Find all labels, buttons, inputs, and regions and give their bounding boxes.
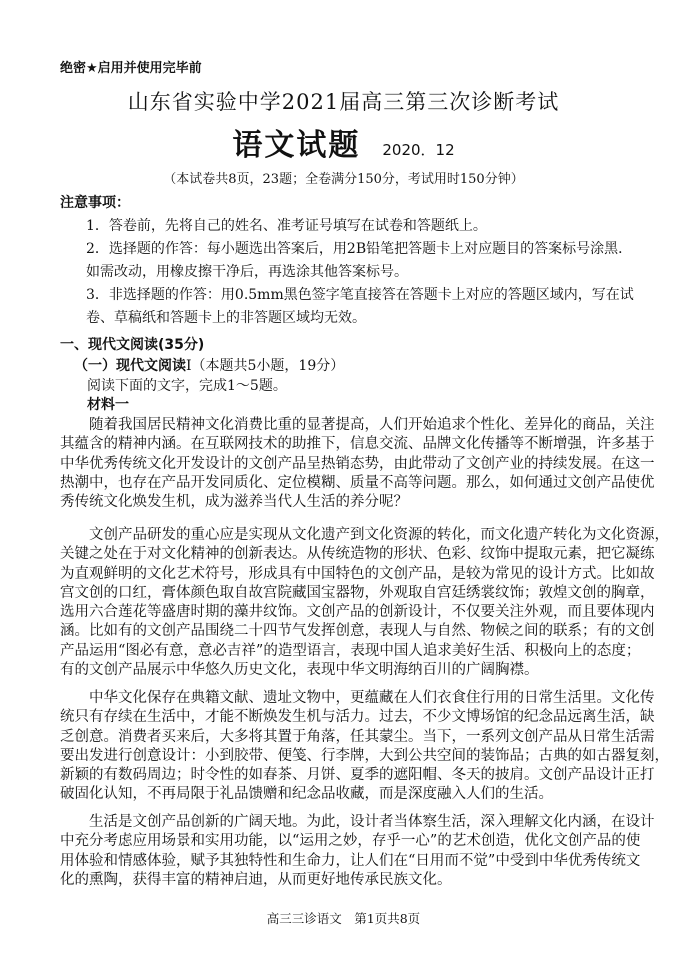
paragraph-line: 产品运用“图必有意，意必吉祥”的造型语言，表现中国人追求美好生活、积极向上的态度； [60,642,641,659]
paragraph-line: 其蕴含的精神内涵。在互联网技术的助推下，信息交流、品牌文化传播等不断增强，许多基于 [60,436,655,453]
paragraph-line: 选用六合莲花等盛唐时期的藻井纹饰。文创产品的创新设计，不仅要关注外观，而且要体现内 [60,604,655,621]
subject-title: 语文试题 [232,128,361,163]
subsection-heading-bold: （一）现代文阅读 [74,358,186,374]
paragraph-line: 中充分考虑应用场景和实用功能，以“运用之妙，存乎一心”的艺术创造，优化文创产品的使 [60,833,641,850]
notice-item-1: 1．答卷前，先将自己的姓名、准考证号填写在试卷和答题纸上。 [86,218,487,234]
notice-list [60,215,635,330]
reading-instruction: 阅读下面的文字，完成1～5题。 [87,378,287,394]
section-heading: 一、现代文阅读(35分) [60,337,205,353]
paragraph-line: 统只有存续在生活中，才能不断焕发生机与活力。过去，不少文博场馆的纪念品远离生活，缺 [60,709,655,726]
subject-line [0,126,687,170]
notice-item-3: 3．非选择题的作答：用0.5mm黑色签字笔直接答在答题卡上对应的答题区域内，写在试 [86,287,634,303]
material-label: 材料一 [87,397,129,413]
notice-item-2: 2．选择题的作答：每小题选出答案后，用2B铅笔把答题卡上对应题目的答案标号涂黑． [86,241,633,257]
paragraph-line: 文创产品研发的重心应是实现从文化遗产到文化资源的转化，而文化遗产转化为文化资源， [89,527,669,543]
paragraph-3 [60,689,669,805]
paragraph-line: 破固化认知，不再局限于礼品馈赠和纪念品收藏，而是深度融入人们的生活。 [60,786,553,803]
paragraph-line: 要出发进行创意设计：小到胶带、便笺、行李牌，大到公共空间的装饰品；古典的如古器复刻， [60,747,669,764]
subsection-heading-rest: Ⅰ（本题共5小题，19分） [186,358,345,374]
paragraph-line: 中华优秀传统文化开发设计的文创产品呈热销态势，由此带动了文创产业的持续发展。在这一 [60,455,655,472]
paragraph-line: 新颖的有数码周边；时令性的如春茶、月饼、夏季的遮阳帽、冬天的披肩。文创产品设计正打 [60,767,655,784]
paragraph-line: 乏创意。消费者买来后，大多将其置于角落，任其蒙尘。当下，一系列文创产品从日常生活需 [60,728,655,745]
paragraph-2 [60,526,669,680]
notice-item-3-cont: 卷、草稿纸和答题卡上的非答题区域均无效。 [86,310,366,326]
paragraph-line: 宫文创的口红，膏体颜色取自故宫院藏国宝器物，外观取自宫廷绣裳纹饰；敦煌文创的胸章， [60,584,655,601]
paragraph-line: 化的熏陶，获得丰富的精神启迪，从而更好地传承民族文化。 [60,871,452,888]
paragraph-1 [60,416,655,512]
confidential-label: 绝密★启用并使用完毕前 [60,61,202,76]
paragraph-line: 用体验和情感体验，赋予其独特性和生命力，让人们在“日用而不觉”中受到中华优秀传统文 [60,852,641,869]
paragraph-line: 热潮中，也存在产品开发同质化、定位模糊、质量不高等问题。那么，如何通过文创产品使优 [60,474,655,491]
paragraph-line: 生活是文创产品创新的广阔天地。为此，设计者当体察生活，深入理解文化内涵，在设计 [89,814,655,830]
exam-title: 山东省实验中学2021届高三第三次诊断考试 [127,90,560,114]
paragraph-line: 中华文化保存在典籍文献、遗址文物中，更蕴藏在人们衣食住行用的日常生活里。文化传 [89,690,655,706]
paragraph-line: 为直观鲜明的文化艺术符号，形成具有中国特色的文创产品，是较为常见的设计方式。比如故 [60,565,655,582]
paragraph-line: 关键之处在于对文化精神的创新表达。从传统造物的形状、色彩、纹饰中提取元素，把它凝练 [60,546,655,563]
page-footer: 高三三诊语文 第1页共8页 [266,911,421,926]
exam-date: 2020．12 [382,141,455,159]
notice-heading: 注意事项： [60,195,130,211]
subsection-heading [74,357,344,375]
paragraph-line: 涵。比如有的文创产品围绕二十四节气发挥创意，表现人与自然、物候之间的联系；有的文创 [60,623,655,640]
paragraph-4 [60,813,655,890]
notice-item-2-cont: 如需改动，用橡皮擦干净后，再选涂其他答案标号。 [86,264,408,280]
paragraph-line: 有的文创产品展示中华悠久历史文化，表现中华文明海纳百川的广阔胸襟。 [60,662,539,679]
exam-info: （本试卷共8页，23题；全卷满分150分，考试用时150分钟） [163,172,524,187]
paragraph-line: 随着我国居民精神文化消费比重的显著提高，人们开始追求个性化、差异化的商品，关注 [89,417,655,433]
paragraph-line: 秀传统文化焕发生机，成为滋养当代人生活的养分呢？ [60,494,408,511]
